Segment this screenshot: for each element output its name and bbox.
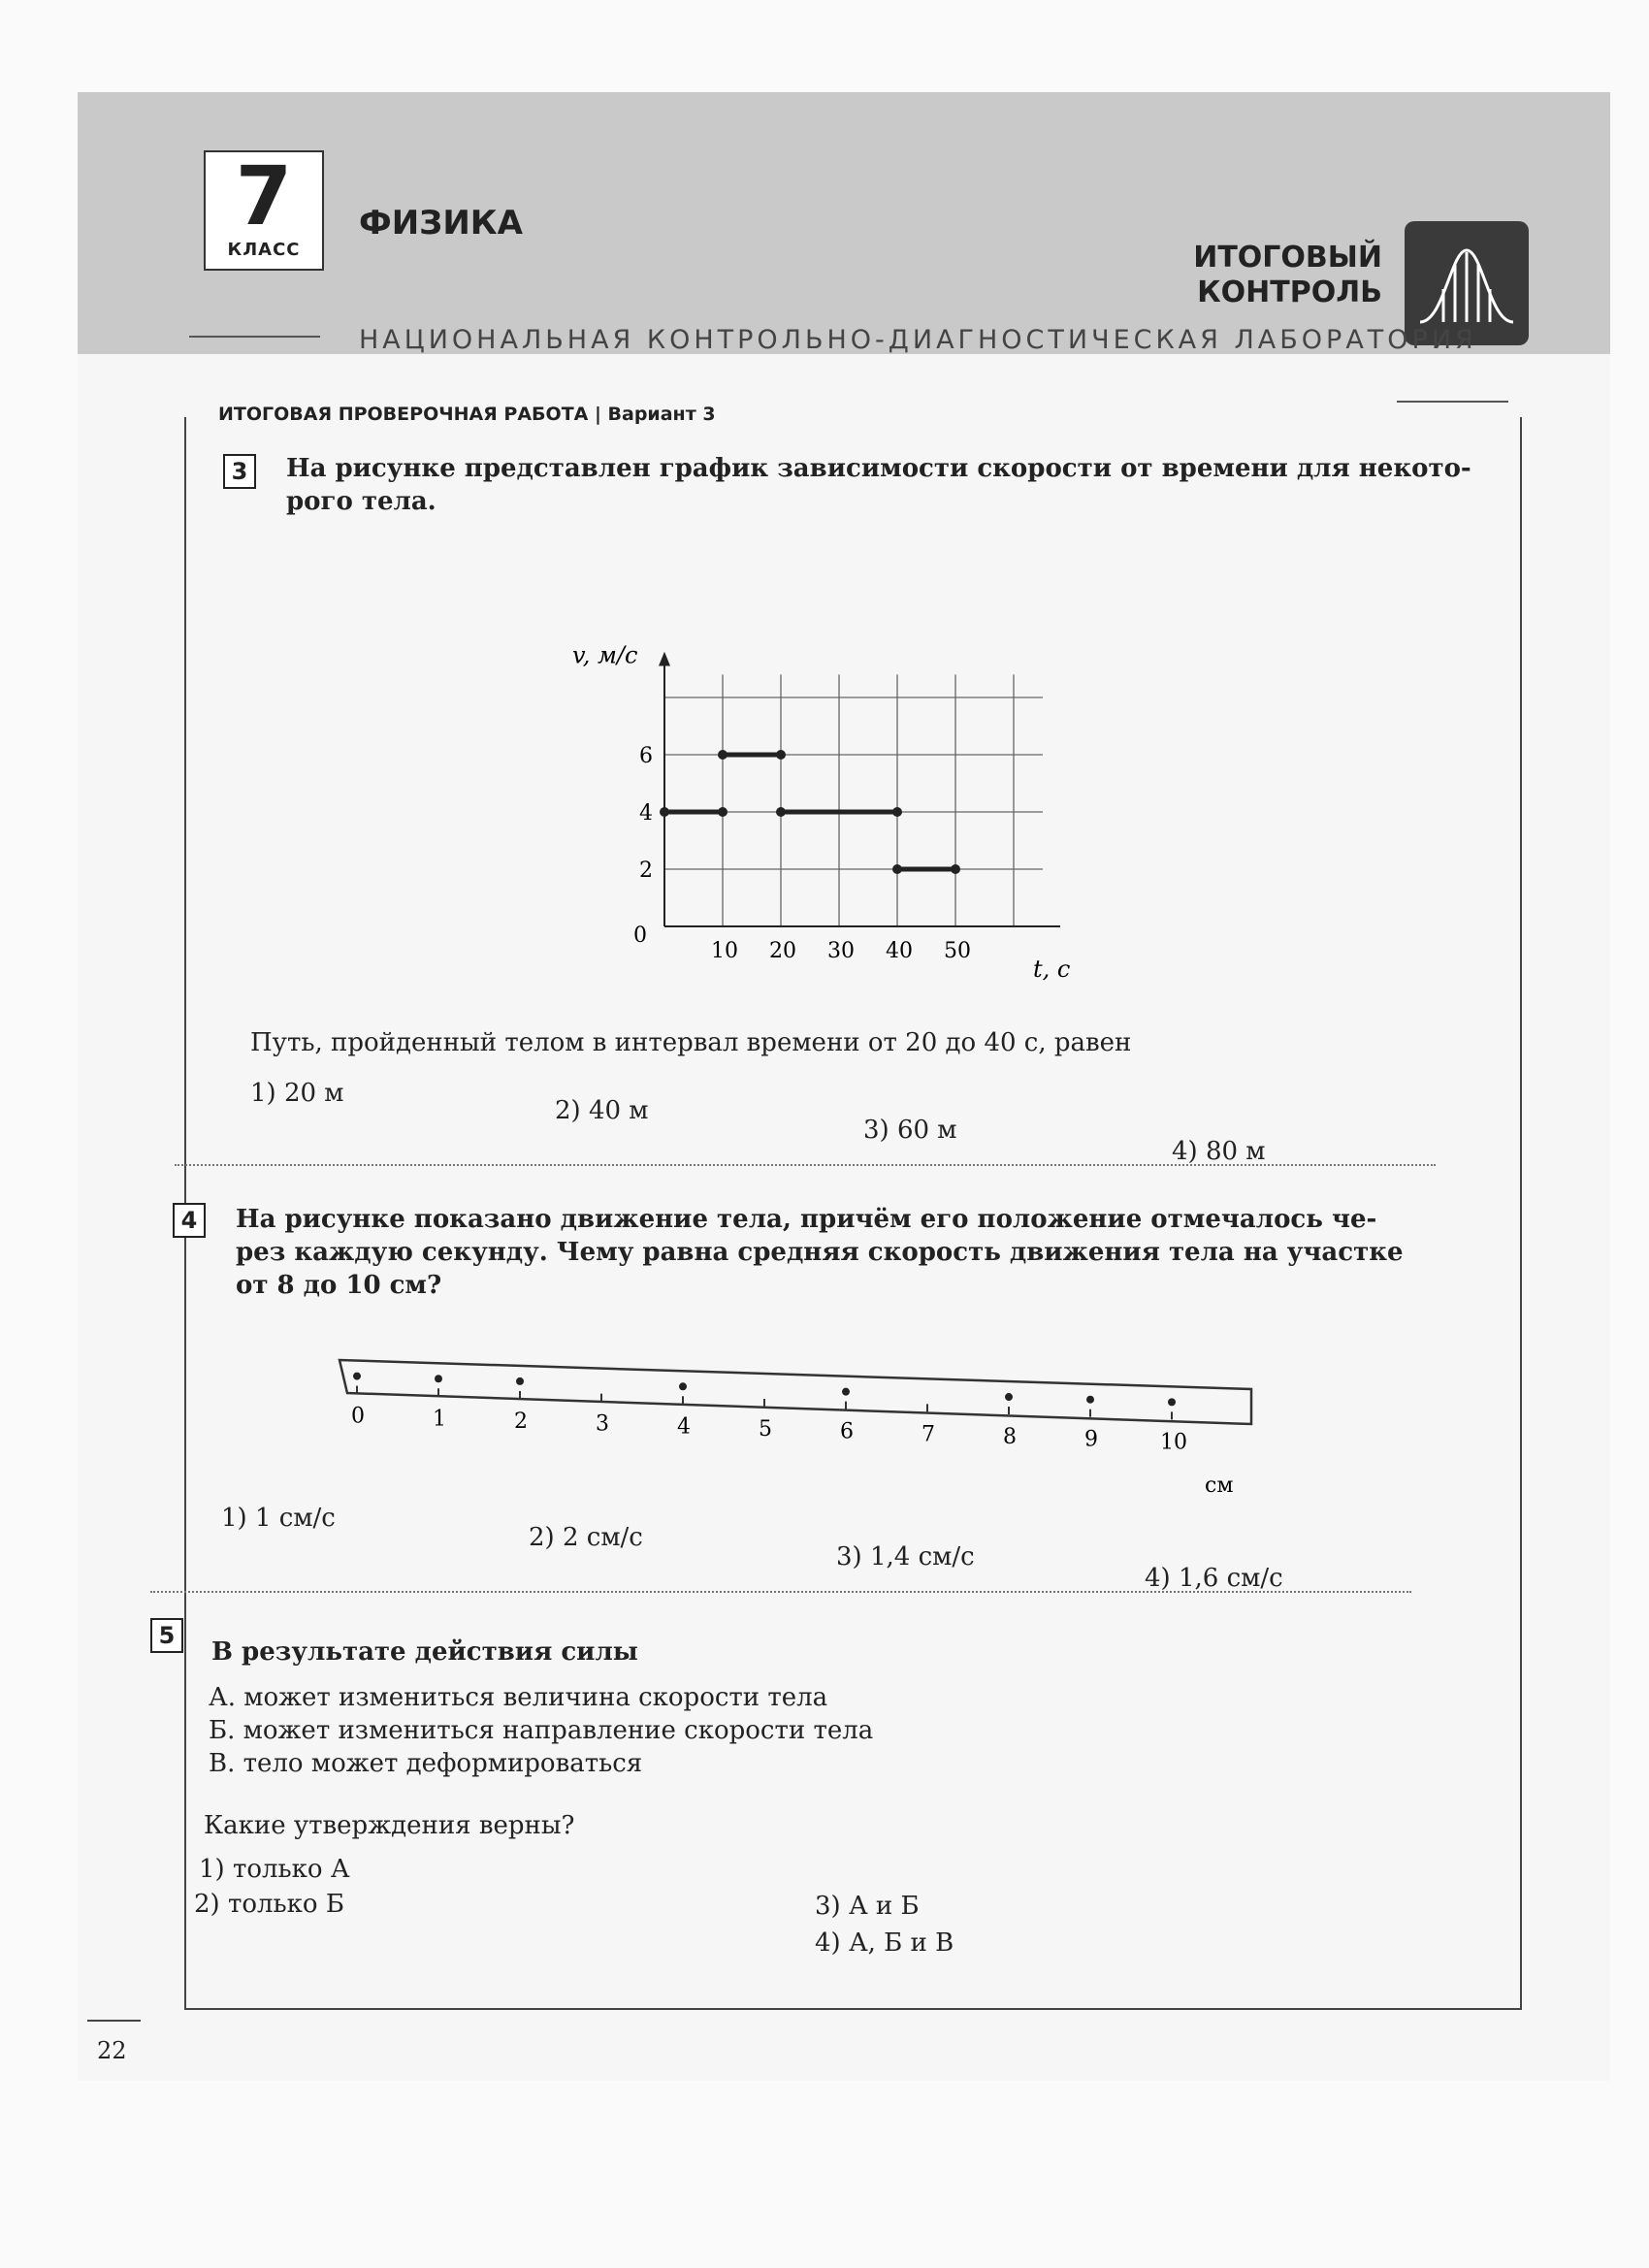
q5-number-box [150,1618,183,1653]
q5-text: В результате действия силы [211,1637,638,1667]
final-control-title [1159,241,1382,310]
q3-text-line1: На рисунке представлен график зависимости скорости от времени для некото- [286,454,1471,483]
q4-number: 4 [173,1203,206,1238]
ruler-outline [340,1360,1251,1424]
final-line-1: ИТОГОВЫЙ [1193,241,1382,275]
q4-text-line3: от 8 до 10 см? [236,1271,442,1300]
q5-statements [209,1681,873,1780]
q3-text [286,452,1508,518]
y-axis-arrow [659,652,670,666]
ruler-dot [1168,1398,1176,1406]
ruler-label: 7 [922,1422,935,1447]
ruler-figure [320,1348,1290,1494]
segment-point [892,864,902,874]
page-number: 22 [97,2037,127,2064]
ruler-dot [435,1375,442,1382]
ruler-dot [353,1373,361,1380]
grade-badge [204,150,324,271]
final-line-2: КОНТРОЛЬ [1197,275,1382,309]
q5-option-1: 1) только А [199,1855,350,1884]
y-tick-label: 0 [633,923,647,948]
q4-text [236,1203,1497,1302]
subject-title: ФИЗИКА [359,204,523,243]
ruler-label: 9 [1084,1427,1098,1452]
y-tick-label: 4 [639,801,653,826]
x-tick-label: 30 [827,939,855,963]
segment-point [718,807,728,817]
velocity-time-chart [553,592,1096,999]
q4-text-line2: рез каждую секунду. Чему равна средняя скорость движения тела на участке [236,1238,1404,1267]
ruler-label: 8 [1003,1425,1017,1450]
q4-option-2: 2) 2 см/с [529,1523,643,1552]
ruler-label: 1 [433,1407,446,1432]
lab-title: НАЦИОНАЛЬНАЯ КОНТРОЛЬНО-ДИАГНОСТИЧЕСКАЯ ЛАБОРАТОРИЯ [359,325,1477,355]
q5-statement-b: Б. может измениться направление скорости тела [209,1716,874,1745]
ruler-dot [842,1388,850,1396]
x-tick-label: 10 [711,939,738,963]
ruler-label: 5 [759,1416,772,1442]
x-axis-label: t, с [1033,956,1071,983]
ruler-label: 4 [677,1414,691,1440]
segment-point [776,750,786,760]
ruler-dot [516,1377,524,1385]
q3-text-line2: рого тела. [286,487,436,516]
q5-question: Какие утверждения верны? [204,1811,575,1840]
q5-statement-a: А. может измениться величина скорости тела [209,1683,828,1712]
ruler-dot [1086,1396,1094,1404]
q4-option-3: 3) 1,4 см/с [836,1542,975,1571]
ruler-label: 0 [351,1404,365,1429]
segment-point [776,807,786,817]
grade-number: 7 [235,148,293,243]
ruler-label: 6 [840,1419,854,1444]
q5-option-3: 3) А и Б [815,1892,920,1921]
y-tick-label: 2 [639,859,653,883]
q3-number-box [223,454,256,489]
ruler-label: 10 [1160,1430,1187,1455]
ruler-unit: см [1205,1474,1234,1494]
variant-label: ИТОГОВАЯ ПРОВЕРОЧНАЯ РАБОТА | Вариант 3 [218,404,716,425]
y-tick-label: 6 [639,744,653,768]
ruler-labels [351,1405,1187,1455]
y-axis-label: v, м/с [572,641,638,669]
separator-dotted [175,1164,1436,1166]
q5-number: 5 [150,1618,183,1653]
x-tick-label: 20 [769,939,796,963]
q5-option-2: 2) только Б [194,1890,344,1919]
q4-text-line1: На рисунке показано движение тела, причём его положение отмечалось че- [236,1205,1377,1234]
lab-rule-left [189,336,320,338]
ruler-dot [1005,1393,1013,1401]
x-tick-label: 50 [944,939,971,963]
page-number-rule [87,2020,141,2022]
segment-point [718,750,728,760]
q3-option-2: 2) 40 м [555,1096,649,1125]
segment-point [892,807,902,817]
q5-statement-c: В. тело может деформироваться [209,1749,643,1778]
segment-point [660,807,669,817]
separator-dotted [150,1591,1411,1593]
ruler-label: 3 [596,1411,609,1437]
ruler-dot [679,1382,687,1390]
q4-option-1: 1) 1 см/с [221,1504,336,1533]
ruler-label: 2 [514,1409,528,1434]
x-tick-label: 40 [886,939,913,963]
lab-rule-right [1397,401,1508,403]
grade-label: КЛАСС [227,240,301,260]
q4-option-4: 4) 1,6 см/с [1145,1564,1283,1593]
q3-number: 3 [223,454,256,489]
ruler-ticks [357,1386,1172,1420]
q4-number-box [173,1203,206,1238]
q3-option-3: 3) 60 м [863,1116,957,1145]
chart-ticks [633,744,971,963]
q3-option-4: 4) 80 м [1172,1137,1266,1166]
segment-point [951,864,960,874]
q3-question: Путь, пройденный телом в интервал времени от 20 до 40 с, равен [250,1028,1132,1057]
q3-option-1: 1) 20 м [250,1079,344,1108]
chart-grid [664,674,1043,926]
q5-option-4: 4) А, Б и В [815,1928,954,1958]
